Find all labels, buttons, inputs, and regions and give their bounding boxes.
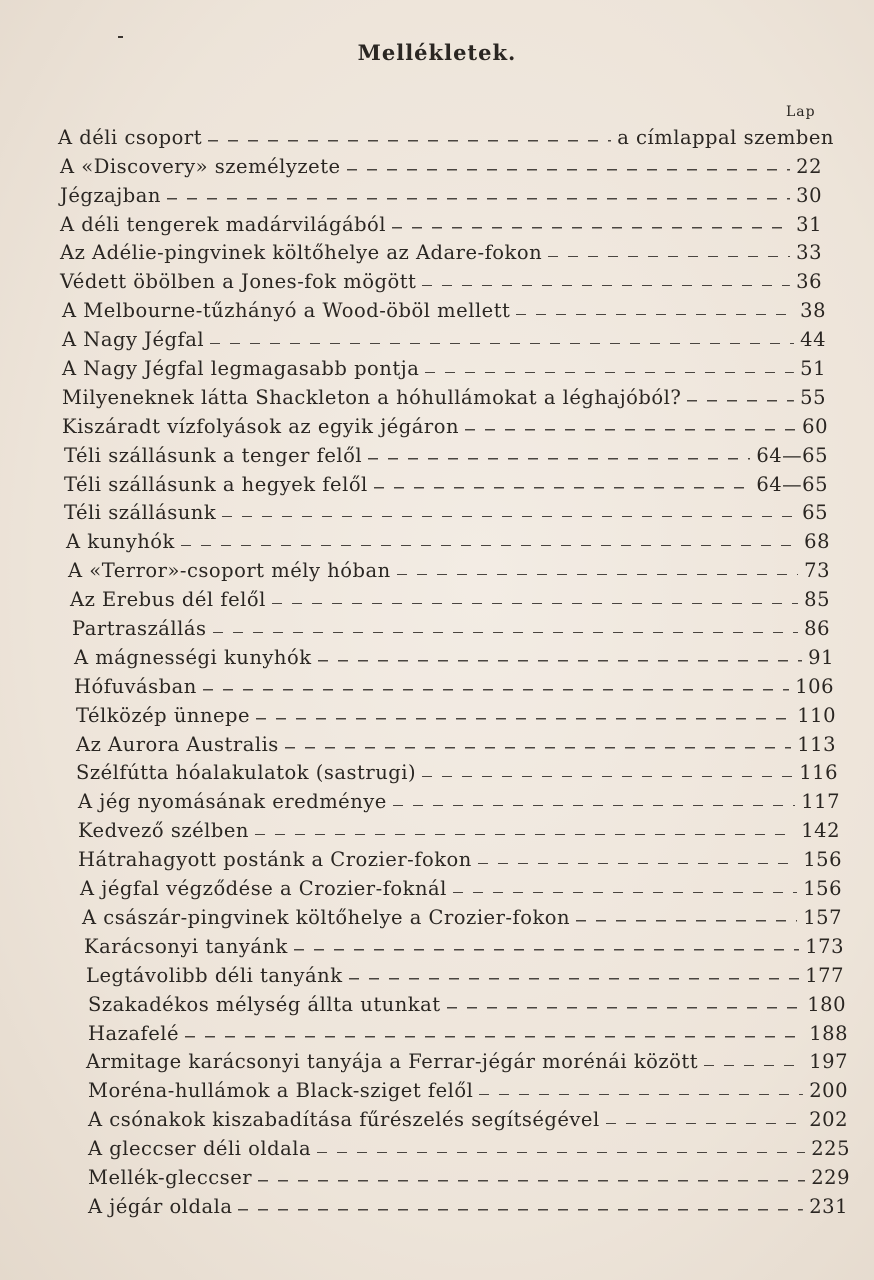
list-item [0, 351, 826, 380]
dot-leader [576, 918, 797, 922]
dot-leader [704, 1062, 803, 1066]
entry-page-number: a címlappal szemben [617, 125, 834, 149]
list-item [0, 1189, 848, 1218]
dot-leader [285, 745, 791, 749]
dot-leader [392, 225, 790, 229]
list-item [0, 929, 844, 958]
dot-leader [203, 687, 789, 691]
dot-leader [548, 253, 790, 257]
entry-title: A csónakok kiszabadítása fűrészelés segítségével [88, 1108, 600, 1132]
list-item [0, 293, 826, 322]
list-item [0, 1073, 848, 1102]
entry-title: Hátrahagyott postánk a Crozier-fokon [78, 848, 472, 872]
entry-page-number: 65 [802, 501, 828, 525]
entry-page-number: 38 [800, 299, 826, 323]
entry-title: Téli szállásunk a hegyek felől [64, 472, 368, 496]
list-item [0, 207, 822, 236]
dot-leader [167, 196, 790, 200]
entry-page-number: 31 [796, 212, 822, 236]
entry-title: A jégár oldala [88, 1194, 233, 1218]
entry-title: Jégzajban [60, 183, 161, 207]
list-item [0, 496, 828, 525]
entry-page-number: 44 [800, 328, 826, 352]
dot-leader [213, 629, 799, 633]
list-item [0, 958, 844, 987]
list-item [0, 264, 822, 293]
list-item [0, 698, 836, 727]
dot-leader [256, 716, 791, 720]
entry-title: Hazafelé [88, 1021, 180, 1045]
dot-leader [425, 369, 794, 373]
illustration-list [0, 120, 874, 1218]
entry-page-number: 68 [804, 530, 830, 554]
entry-page-number: 36 [796, 270, 822, 294]
entry-title: Télközép ünnepe [76, 703, 251, 727]
dot-leader [397, 571, 799, 575]
entry-page-number: 173 [805, 934, 844, 958]
list-item [0, 669, 834, 698]
dot-leader [393, 802, 795, 806]
entry-title: Téli szállásunk [64, 501, 217, 525]
list-item [0, 871, 842, 900]
entry-title: Partraszállás [72, 617, 207, 641]
dot-leader [453, 889, 797, 893]
entry-page-number: 229 [811, 1165, 850, 1189]
dot-leader [222, 513, 796, 517]
list-item [0, 813, 840, 842]
dot-leader [606, 1120, 804, 1124]
entry-page-number: 33 [796, 241, 822, 265]
entry-page-number: 200 [809, 1079, 848, 1103]
list-item [0, 756, 838, 785]
entry-title: Védett öbölben a Jones-fok mögött [60, 270, 417, 294]
list-item [0, 149, 822, 178]
entry-page-number: 106 [795, 674, 834, 698]
dot-leader [318, 658, 803, 662]
entry-title: A Nagy Jégfal [62, 328, 205, 352]
entry-title: A gleccser déli oldala [88, 1137, 312, 1161]
entry-page-number: 22 [796, 154, 822, 178]
dot-leader [687, 398, 794, 402]
entry-title: Szakadékos mélység állta utunkat [88, 992, 441, 1016]
entry-page-number: 116 [799, 761, 838, 785]
dot-leader [368, 456, 750, 460]
dot-leader [349, 976, 800, 980]
page-column-header: Lap [786, 104, 816, 120]
entry-page-number: 110 [797, 703, 836, 727]
list-item [0, 178, 822, 207]
list-item [0, 611, 830, 640]
dot-leader [238, 1207, 803, 1211]
list-item [0, 987, 846, 1016]
entry-page-number: 51 [800, 357, 826, 381]
entry-title: Moréna-hullámok a Black-sziget felől [88, 1079, 474, 1103]
entry-page-number: 225 [811, 1137, 850, 1161]
entry-page-number: 231 [809, 1194, 848, 1218]
list-item [0, 236, 822, 265]
entry-title: Kedvező szélben [78, 819, 249, 843]
entry-title: Armitage karácsonyi tanyája a Ferrar-jégár morénái között [86, 1050, 699, 1074]
dot-leader [208, 138, 611, 142]
entry-title: A «Discovery» személyzete [60, 154, 341, 178]
entry-page-number: 156 [803, 877, 842, 901]
entry-title: A mágnességi kunyhók [74, 645, 312, 669]
entry-page-number: 180 [807, 992, 846, 1016]
entry-title: A «Terror»-csoport mély hóban [68, 559, 391, 583]
dot-leader [185, 1034, 803, 1038]
dot-leader [374, 485, 751, 489]
dot-leader [422, 773, 793, 777]
list-item [0, 553, 830, 582]
list-item [0, 640, 834, 669]
entry-page-number: 85 [804, 588, 830, 612]
entry-page-number: 188 [809, 1021, 848, 1045]
dot-leader [272, 600, 798, 604]
entry-title: Legtávolibb déli tanyánk [86, 963, 343, 987]
dot-leader [447, 1005, 802, 1009]
dot-leader [465, 427, 796, 431]
entry-title: Szélfútta hóalakulatok (sastrugi) [76, 761, 417, 785]
entry-title: A Nagy Jégfal legmagasabb pontja [62, 357, 420, 381]
dot-leader [478, 860, 797, 864]
entry-title: A Melbourne-tűzhányó a Wood-öböl mellett [62, 299, 511, 323]
list-item [0, 322, 826, 351]
entry-title: Az Adélie-pingvinek költőhelye az Adare-fokon [60, 241, 543, 265]
dot-leader [210, 340, 794, 344]
dot-leader [294, 947, 799, 951]
entry-title: A jégfal végződése a Crozier-foknál [80, 877, 447, 901]
entry-title: A jég nyomásának eredménye [78, 790, 387, 814]
list-item [0, 1102, 848, 1131]
list-item [0, 120, 834, 149]
entry-page-number: 64—65 [756, 443, 828, 467]
entry-page-number: 60 [802, 414, 828, 438]
entry-title: Karácsonyi tanyánk [84, 934, 288, 958]
dot-leader [516, 311, 794, 315]
entry-page-number: 142 [801, 819, 840, 843]
entry-page-number: 86 [804, 617, 830, 641]
entry-page-number: 91 [808, 645, 834, 669]
list-item [0, 727, 836, 756]
dot-leader [258, 1178, 805, 1182]
list-item [0, 438, 828, 467]
entry-title: Milyeneknek látta Shackleton a hóhullámokat a léghajóból? [62, 385, 682, 409]
entry-page-number: 55 [800, 385, 826, 409]
list-item [0, 1016, 848, 1045]
dot-leader [317, 1149, 805, 1153]
list-item [0, 582, 830, 611]
entry-page-number: 113 [797, 732, 836, 756]
dot-leader [347, 167, 791, 171]
entry-title: A déli csoport [58, 125, 203, 149]
list-item [0, 842, 842, 871]
entry-page-number: 157 [803, 905, 842, 929]
entry-page-number: 197 [809, 1050, 848, 1074]
entry-title: A kunyhók [66, 530, 175, 554]
entry-title: Kiszáradt vízfolyások az egyik jégáron [62, 414, 460, 438]
entry-page-number: 156 [803, 848, 842, 872]
entry-page-number: 64—65 [756, 472, 828, 496]
entry-title: Az Aurora Australis [76, 732, 279, 756]
ink-mark [118, 36, 123, 38]
dot-leader [422, 282, 790, 286]
entry-title: Téli szállásunk a tenger felől [64, 443, 363, 467]
entry-page-number: 73 [804, 559, 830, 583]
list-item [0, 1045, 848, 1074]
list-item [0, 467, 828, 496]
entry-title: A déli tengerek madárvilágából [60, 212, 387, 236]
list-item [0, 784, 840, 813]
page-title: Mellékletek. [357, 40, 517, 65]
list-item [0, 524, 830, 553]
list-item [0, 409, 828, 438]
list-item [0, 1131, 850, 1160]
list-item [0, 900, 842, 929]
entry-page-number: 117 [801, 790, 840, 814]
entry-page-number: 202 [809, 1108, 848, 1132]
entry-title: Az Erebus dél felől [70, 588, 266, 612]
entry-title: A császár-pingvinek költőhelye a Crozier-fokon [82, 905, 571, 929]
list-item [0, 380, 826, 409]
entry-title: Mellék-gleccser [88, 1165, 253, 1189]
dot-leader [181, 542, 798, 546]
entry-page-number: 177 [805, 963, 844, 987]
list-item [0, 1160, 850, 1189]
entry-page-number: 30 [796, 183, 822, 207]
dot-leader [479, 1091, 803, 1095]
entry-title: Hófuvásban [74, 674, 197, 698]
dot-leader [255, 831, 795, 835]
